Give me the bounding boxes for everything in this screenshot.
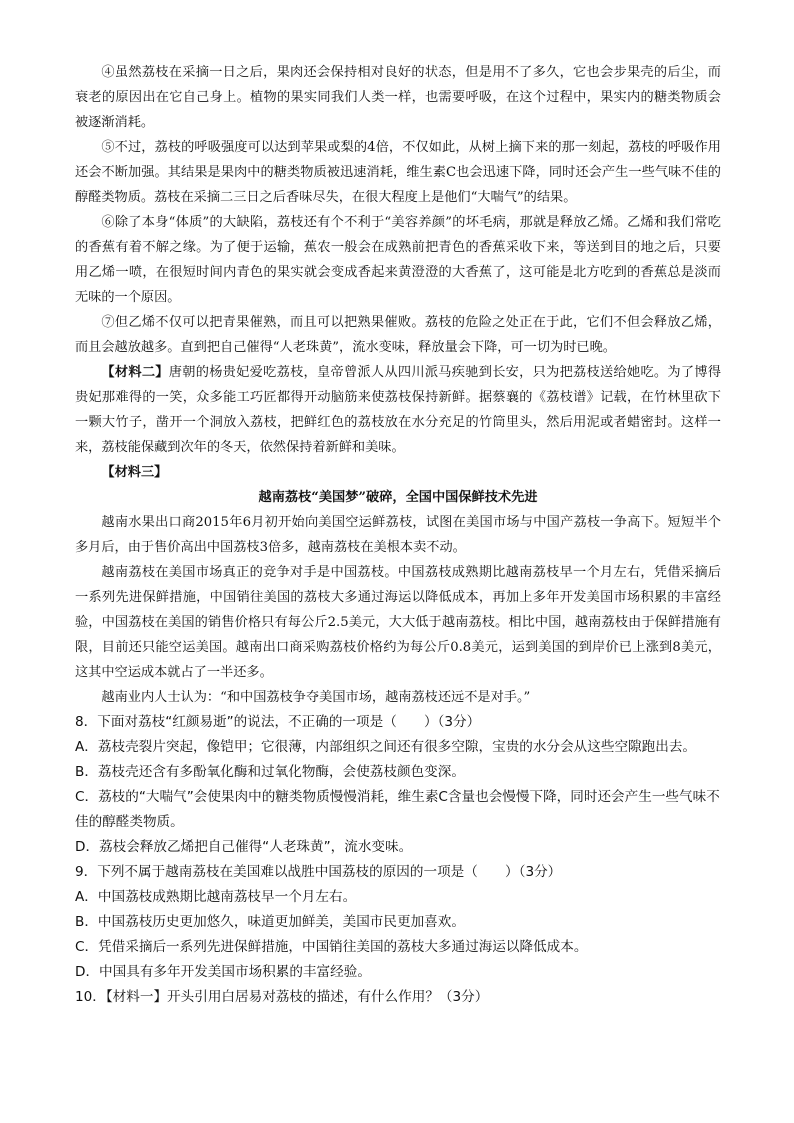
paragraph-7: ⑦但乙烯不仅可以把青果催熟，而且可以把熟果催败。荔枝的危险之处正在于此，它们不但会释放乙烯，而且会越放越多。直到把自己催得“人老珠黄”，流水变味，释放量会下降，可一切为时已晚。 (75, 315, 721, 355)
paragraph-6: ⑥除了本身“体质”的大缺陷，荔枝还有个不利于“美容养颜”的坏毛病，那就是释放乙烯。乙烯和我们常吃的香蕉有着不解之缘。为了便于运输，蕉农一般会在成熟前把青色的香蕉采收下来，等送到目的地之后，只要用乙烯一喷，在很短时间内青色的果实就会变成香起来黄澄澄的大香蕉了，这可能是北方吃到的香蕉总是淡而无味的一个原因。 (75, 215, 721, 305)
question-10-stem: 10．【材料一】开头引用白居易对荔枝的描述，有什么作用？（3分） (75, 989, 489, 1005)
question-9-option-b: B．中国荔枝历史更加悠久，味道更加鲜美，美国市民更加喜欢。 (75, 914, 465, 930)
question-8-option-b: B．荔枝壳还含有多酚氧化酶和过氧化物酶，会使荔枝颜色变深。 (75, 764, 465, 780)
question-9-option-d: D．中国具有多年开发美国市场积累的丰富经验。 (75, 964, 371, 980)
material-3-paragraph-1: 越南水果出口商2015年6月初开始向美国空运鲜荔枝，试图在美国市场与中国产荔枝一争高下。短短半个多月后，由于售价高出中国荔枝3倍多，越南荔枝在美根本卖不动。 (75, 515, 721, 555)
question-8-option-d: D．荔枝会释放乙烯把自己催得“人老珠黄”，流水变味。 (75, 839, 413, 855)
paragraph-4: ④虽然荔枝在采摘一日之后，果肉还会保持相对良好的状态，但是用不了多久，它也会步果壳的后尘，而衰老的原因出在它自己身上。植物的果实同我们人类一样，也需要呼吸，在这个过程中，果实内的糖类物质会被逐渐消耗。 (75, 65, 721, 130)
question-8-option-a: A．荔枝壳裂片突起，像铠甲；它很薄，内部组织之间还有很多空隙，宝贵的水分会从这些空隙跑出去。 (75, 739, 697, 755)
material-3-paragraph-2: 越南荔枝在美国市场真正的竞争对手是中国荔枝。中国荔枝成熟期比越南荔枝早一个月左右，凭借采摘后一系列先进保鲜措施，中国销往美国的荔枝大多通过海运以降低成本，再加上多年开发美国市场积累的丰富经验，中国荔枝在美国的销售价格只有每公斤2.5美元，大大低于越南荔枝。相比中国，越南荔枝由于保鲜措施有限，目前还只能空运美国。越南出口商采购荔枝价格约为每公斤0.8美元，运到美国的到岸价已上涨到8美元，这其中空运成本就占了一半还多。 (75, 565, 721, 680)
material-3-label: 【材料三】 (101, 465, 168, 480)
material-3-title: 越南荔枝“美国梦”破碎，全国中国保鲜技术先进 (258, 490, 538, 505)
paragraph-5: ⑤不过，荔枝的呼吸强度可以达到苹果或梨的4倍，不仅如此，从树上摘下来的那一刻起，荔枝的呼吸作用还会不断加强。其结果是果肉中的糖类物质被迅速消耗，维生素C也会迅速下降，同时还会产生一些气味不佳的醇醛类物质。荔枝在采摘二三日之后香味尽失，在很大程度上是他们“大喘气”的结果。 (75, 140, 721, 205)
question-9-option-c: C．凭借采摘后一系列先进保鲜措施，中国销往美国的荔枝大多通过海运以降低成本。 (75, 939, 588, 955)
material-2-label: 【材料二】 (101, 365, 169, 380)
material-3-paragraph-3: 越南业内人士认为：“和中国荔枝争夺美国市场，越南荔枝还远不是对手。” (101, 690, 531, 705)
question-9-option-a: A．中国荔枝成熟期比越南荔枝早一个月左右。 (75, 889, 357, 905)
question-9-stem: 9．下列不属于越南荔枝在美国难以战胜中国荔枝的原因的一项是（ ）（3分） (75, 864, 562, 880)
question-8-option-c: C．荔枝的“大喘气”会使果肉中的糖类物质慢慢消耗，维生素C含量也会慢慢下降，同时还会产生一些气味不佳的醇醛类物质。 (75, 789, 720, 830)
material-2-paragraph (75, 360, 721, 460)
material-2-text: 唐朝的杨贵妃爱吃荔枝，皇帝曾派人从四川派马疾驰到长安，只为把荔枝送给她吃。为了博得贵妃那难得的一笑，众多能工巧匠都得开动脑筋来使荔枝保持新鲜。据蔡襄的《荔枝谱》记载，在竹林里砍下一颗大竹子，凿开一个洞放入荔枝，把鲜红色的荔枝放在水分充足的竹筒里头，然后用泥或者蜡密封。这样一来，荔枝能保藏到次年的冬天，依然保持着新鲜和美味。 (75, 365, 722, 455)
question-8-stem: 8．下面对荔枝“红颜易逝”的说法，不正确的一项是（ ）（3分） (75, 714, 481, 730)
